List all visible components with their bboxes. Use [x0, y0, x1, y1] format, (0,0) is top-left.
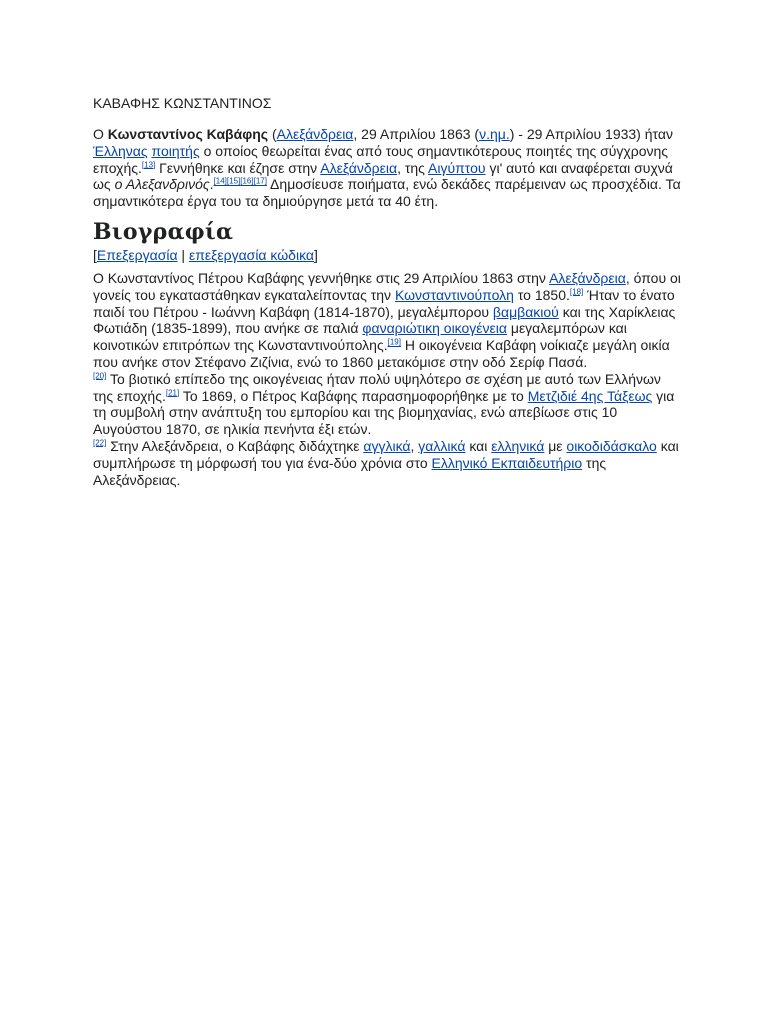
text: .: [209, 176, 214, 193]
reference-21[interactable]: [166, 388, 179, 397]
section-edit-links: [93, 246, 683, 264]
link-greek[interactable]: Έλληνας: [93, 142, 148, 159]
text: Ο Κωνσταντίνος Πέτρου Καβάφης γεννήθηκε στις 29 Απριλίου 1863 στην: [93, 269, 550, 286]
text: , όπου οι γονείς του εγκαταστάθηκαν εγκαταλείποντας την: [93, 269, 681, 303]
link-greek-school[interactable]: Ελληνικό Εκπαιδευτήριο: [431, 454, 583, 471]
link-private-tutor[interactable]: οικοδιδάσκαλο: [566, 437, 657, 454]
text: (: [268, 126, 277, 142]
link-greek-language[interactable]: ελληνικά: [491, 437, 545, 454]
reference-link-17[interactable]: [17]: [253, 176, 267, 186]
reference-22[interactable]: [93, 438, 106, 447]
link-cotton[interactable]: βαμβακιού: [492, 303, 559, 320]
link-english[interactable]: αγγλικά: [363, 437, 411, 454]
biography-paragraph: [93, 270, 683, 488]
text: Το 1869, ο Πέτρος Καβάφης παρασημοφορήθηκε με το: [179, 387, 528, 404]
document-title: ΚΑΒΑΦΗΣ ΚΩΝΣΤΑΝΤΙΝΟΣ: [93, 95, 272, 111]
text: Στην Αλεξάνδρεια, ο Καβάφης διδάχτηκε: [106, 437, 364, 454]
reference-link[interactable]: [13]: [141, 159, 156, 169]
text: , 29 Απριλίου 1863 (: [353, 126, 480, 142]
text: Ο: [93, 126, 108, 142]
text: Η οικογένεια Καβάφη νοίκιαζε μεγάλη οικία που ανήκε στον Στέφανο Ζιζίνια, ενώ το 1860 μετακόμισε στην οδό Σερίφ Πασά.: [93, 337, 670, 370]
text: το 1850.: [513, 286, 570, 303]
link-constantinople[interactable]: Κωνσταντινούπολη: [394, 286, 514, 303]
text: μεγαλεμπόρων και κοινοτικών επιτρόπων της Κωνσταντινούπολης.: [93, 320, 627, 354]
link-phanariote-family[interactable]: φαναριώτικη οικογένεια: [362, 320, 507, 337]
text: με: [544, 437, 567, 454]
reference-link[interactable]: [20]: [93, 371, 107, 381]
reference-link-14[interactable]: [14]: [213, 176, 227, 186]
reference-20[interactable]: [93, 371, 106, 380]
link-alexandreia[interactable]: Αλεξάνδρεια: [549, 269, 626, 286]
reference-19[interactable]: [388, 338, 401, 347]
reference-link-15[interactable]: [15]: [226, 176, 241, 186]
text: Γεννήθηκε και έζησε στην: [155, 159, 321, 176]
link-french[interactable]: γαλλικά: [418, 437, 466, 454]
section-heading-biography: Βιογραφία: [93, 218, 234, 245]
text: ,: [410, 437, 419, 454]
edit-link[interactable]: Επεξεργασία: [96, 246, 178, 263]
reference-group[interactable]: [214, 177, 267, 186]
text: , της: [397, 159, 429, 176]
intro-paragraph: [93, 126, 683, 210]
text: ο οποίος θεωρείται ένας από τους σημαντικότερους ποιητές της σύγχρονης εποχής.: [93, 142, 669, 176]
reference-link-16[interactable]: [16]: [240, 176, 254, 186]
text: Δημοσίευσε ποιήματα, ενώ δεκάδες παρέμειναν ως προσχέδια. Τα σημαντικότερα έργα του τα δημιούργησε μετά τα 40 έτη.: [93, 176, 681, 210]
link-alexandria-2[interactable]: Αλεξάνδρεια: [320, 159, 398, 176]
bracket-open: [: [93, 246, 97, 263]
text: και της Χαρίκλειας Φωτιάδη (1835-1899), που ανήκε σε παλιά: [93, 303, 676, 337]
reference-link[interactable]: [22]: [93, 438, 107, 448]
reference-link[interactable]: [18]: [569, 287, 584, 297]
separator: |: [177, 246, 189, 263]
text: Το βιοτικό επίπεδο της οικογένειας ήταν πολύ υψηλότερο σε σχέση με αυτό των Ελλήνων της εποχής.: [93, 370, 661, 404]
text: Ήταν το ένατο παιδί του Πέτρου - Ιωάννη Καβάφη (1814-1870), μεγαλέμπορου: [93, 286, 675, 320]
reference-link[interactable]: [21]: [165, 387, 180, 397]
link-egypt[interactable]: Αιγύπτου: [428, 159, 486, 176]
link-new-calendar[interactable]: ν.ημ.: [479, 126, 510, 142]
link-poet[interactable]: ποιητής: [151, 142, 200, 159]
reference-18[interactable]: [570, 287, 583, 296]
text: της Αλεξάνδρειας.: [93, 454, 607, 488]
nickname: ο Αλεξανδρινός: [114, 176, 210, 193]
reference-link[interactable]: [19]: [387, 337, 401, 347]
text: για τη συμβολή στην ανάπτυξη του εμπορίου και της βιομηχανίας, ενώ απεβίωσε στις 10 Αυγούστου 1870, σε ηλικία πενήντα έξι ετών.: [93, 387, 675, 438]
reference-13[interactable]: [142, 160, 155, 169]
text: γι' αυτό και αναφέρεται συχνά ως: [93, 159, 673, 193]
subject-name: Κωνσταντίνος Καβάφης: [107, 126, 269, 142]
text: και: [465, 437, 492, 454]
link-alexandria[interactable]: Αλεξάνδρεια: [276, 126, 354, 142]
document-content: [93, 94, 683, 488]
edit-source-link[interactable]: επεξεργασία κώδικα: [188, 246, 314, 263]
bracket-close: ]: [314, 246, 318, 263]
link-medjidie-order[interactable]: Μετζιδιέ 4ης Τάξεως: [527, 387, 653, 404]
text: ) - 29 Απριλίου 1933) ήταν: [509, 126, 673, 142]
text: και συμπλήρωσε τη μόρφωσή του για ένα-δύο χρόνια στο: [93, 437, 679, 471]
